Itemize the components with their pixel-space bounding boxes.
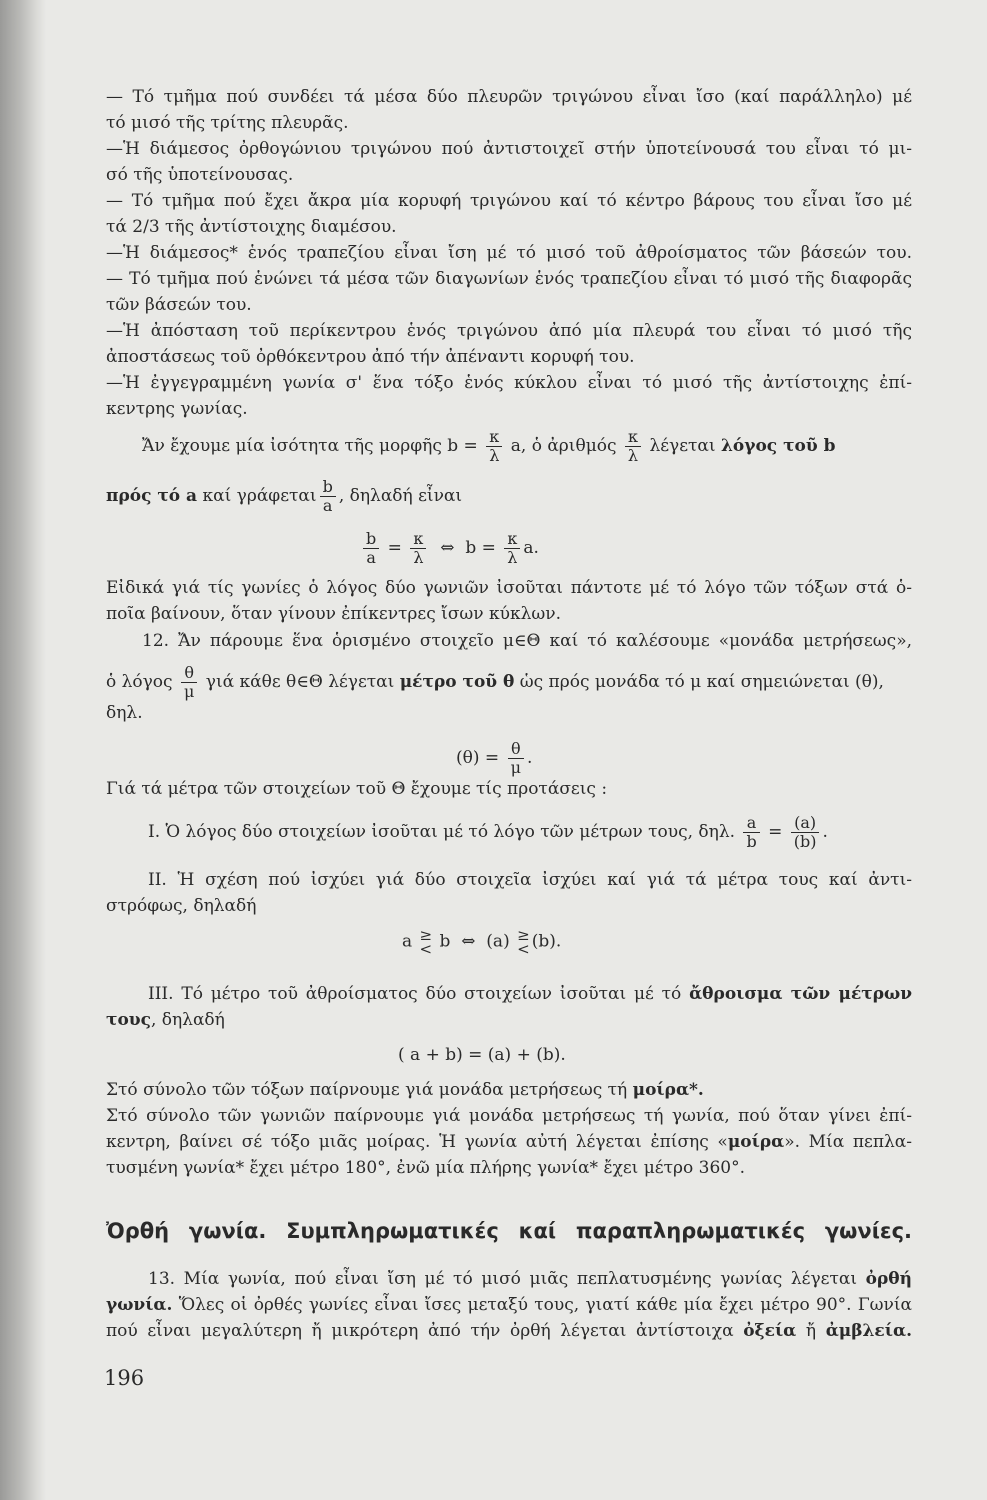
right-angle-term-bold: ὀρθή xyxy=(865,1269,912,1289)
theta-over-mu-fraction xyxy=(181,664,197,701)
paragraph-12-line: 12. Ἄν πάρουμε ἕνα ὁρισμένο στοιχεῖο μ∈Θ καί τό καλέσουμε «μονάδα μετρήσεως», xyxy=(142,631,912,651)
b-over-a-fraction xyxy=(320,478,336,515)
acute-term-bold: ὀξεία xyxy=(743,1321,797,1341)
text-line: II. Ἡ σχέση πού ἰσχύει γιά δύο στοιχεῖα ἰσχύει καί γιά τά μέτρα τους καί ἀντι- xyxy=(148,870,912,890)
kappa-over-lambda-fraction xyxy=(410,530,426,567)
fraction-numerator: (a) xyxy=(791,814,820,833)
ge-lt-stack xyxy=(420,928,433,956)
equals-sign: = xyxy=(768,822,783,842)
fraction-numerator: a xyxy=(743,814,759,833)
fraction-denominator: (b) xyxy=(793,832,817,851)
text-line: — Τό τμῆμα πού συνδέει τά μέσα δύο πλευρῶν τριγώνου εἶναι ἴσο (καί παράλληλο) μέ xyxy=(106,87,912,107)
degree-text: Στό σύνολο τῶν τόξων παίρνουμε γιά μονάδα μετρήσεως τή xyxy=(106,1080,628,1100)
text-line: ποῖα βαίνουν, ὅταν γίνουν ἐπίκεντρες ἴσων κύκλων. xyxy=(106,604,561,624)
ratio-term-bold: πρός τό a xyxy=(106,486,198,506)
fraction-numerator: κ xyxy=(486,428,502,447)
text-line: τυσμένη γωνία* ἔχει μέτρο 180°, ἐνῶ μία πλήρης γωνία* ἔχει μέτρο 360°. xyxy=(106,1158,745,1178)
math-symbol: . xyxy=(822,822,828,842)
lt-sign: < xyxy=(419,940,433,958)
text-line: —Ἡ ἐγγεγραμμένη γωνία σ' ἕνα τόξο ἑνός κύκλου εἶναι τό μισό τῆς ἀντίστοιχης ἐπί- xyxy=(106,373,912,393)
a-over-b-fraction xyxy=(743,814,759,851)
iff-sign: ⇔ xyxy=(440,538,455,558)
text-line: —Ἡ διάμεσος ὀρθογώνιου τριγώνου πού ἀντιστοιχεῖ στήν ὑποτείνουσά του εἶναι τό μι- xyxy=(106,139,912,159)
theta-over-mu-fraction xyxy=(508,740,524,777)
obtuse-term-bold: ἀμβλεία. xyxy=(825,1321,912,1341)
fraction-denominator: λ xyxy=(627,446,639,465)
text-line: — Τό τμῆμα πού ἔχει ἄκρα μία κορυφή τριγώνου καί τό κέντρο βάρους του εἶναι ἴσο μέ xyxy=(106,191,912,211)
book-spine-shadow xyxy=(0,0,36,1500)
right-angle-text: 13. Μία γωνία, πού εἶναι ἴση μέ τό μισό μιᾶς πεπλατυσμένης γωνίας λέγεται xyxy=(148,1269,857,1289)
fraction-denominator: λ xyxy=(413,548,424,567)
degree-term-bold: μοίρα*. xyxy=(632,1080,704,1100)
right-angle-text: Ὅλες οἱ ὀρθές γωνίες εἶναι ἴσες μεταξύ τους, γιατί κάθε μία ἔχει μέτρο 90°. Γωνία xyxy=(172,1295,912,1315)
proposition-text: III. Τό μέτρο τοῦ ἀθροίσματος δύο στοιχείων ἰσοῦται μέ τό xyxy=(148,984,682,1004)
math-symbol: (a) xyxy=(486,931,510,952)
fraction-denominator: λ xyxy=(507,548,518,567)
fraction-numerator: κ xyxy=(625,428,641,447)
ratio-text: a, ὁ ἀριθμός xyxy=(510,436,617,456)
measure-text: γιά κάθε θ∈Θ λέγεται xyxy=(205,672,395,692)
ratio-text: λέγεται xyxy=(649,436,716,456)
measure-formula xyxy=(456,740,532,777)
ratio-equivalence-formula xyxy=(360,530,539,567)
kappa-over-lambda-fraction xyxy=(486,428,502,465)
kappa-over-lambda-fraction xyxy=(504,530,520,567)
math-symbol: (θ) = xyxy=(456,748,500,768)
measure-term-bold: μέτρο τοῦ θ xyxy=(399,672,515,692)
ratio-definition-line xyxy=(142,428,835,465)
ge-lt-stack xyxy=(517,928,530,956)
book-spine-gradient xyxy=(36,0,46,1500)
text-line: τῶν βάσεών του. xyxy=(106,295,252,315)
ratio-text: καί γράφεται xyxy=(202,486,317,506)
measure-text: ὡς πρός μονάδα τό μ καί σημειώνεται (θ), xyxy=(519,672,884,692)
fraction-denominator: λ xyxy=(489,446,500,465)
inequality-formula xyxy=(402,928,561,956)
ratio-intro-text: Ἄν ἔχουμε μία ἰσότητα τῆς μορφῆς b = xyxy=(142,436,478,456)
fraction-numerator: κ xyxy=(504,530,520,549)
text-line: — Τό τμῆμα πού ἑνώνει τά μέσα τῶν διαγωνίων ἑνός τραπεζίου εἶναι τό μισό τῆς διαφορᾶς xyxy=(106,269,912,289)
fraction-numerator: b xyxy=(363,530,379,549)
fraction-numerator: κ xyxy=(410,530,426,549)
fraction-numerator: θ xyxy=(181,664,197,683)
fraction-denominator: a xyxy=(322,496,333,515)
ge-sign: ≥ xyxy=(517,926,530,944)
proposition-iii-line xyxy=(148,981,912,1007)
text-line: κεντρης γωνίας. xyxy=(106,399,248,419)
text-line: τά 2/3 τῆς ἀντίστοιχης διαμέσου. xyxy=(106,217,397,237)
fraction-denominator: μ xyxy=(183,682,195,701)
text-line: Γιά τά μέτρα τῶν στοιχείων τοῦ Θ ἔχουμε τίς προτάσεις : xyxy=(106,779,608,799)
sum-formula: ( a + b) = (a) + (b). xyxy=(398,1045,566,1065)
text-line: τό μισό τῆς τρίτης πλευρᾶς. xyxy=(106,113,349,133)
equals-sign: = xyxy=(481,538,496,558)
proposition-text: I. Ὁ λόγος δύο στοιχείων ἰσοῦται μέ τό λόγο τῶν μέτρων τους, δηλ. xyxy=(148,822,736,842)
text-line: ἀποστάσεως τοῦ ὀρθόκεντρου ἀπό τήν ἀπέναντι κορυφή του. xyxy=(106,347,635,367)
proposition-term-bold: ἄθροισμα τῶν μέτρων xyxy=(689,984,912,1004)
degree-text: κεντρη, βαίνει σέ τόξο μιᾶς μοίρας. Ἡ γωνία αὐτή λέγεται ἐπίσης « xyxy=(106,1132,728,1152)
text-line: Στό σύνολο τῶν γωνιῶν παίρνουμε γιά μονάδα μετρήσεως τή γωνία, πού ὅταν γίνει ἐπί- xyxy=(106,1106,912,1126)
math-symbol: (b). xyxy=(531,931,562,952)
fraction-numerator: θ xyxy=(508,740,524,759)
fraction-denominator: μ xyxy=(510,758,521,777)
text-line: —Ἡ ἀπόσταση τοῦ περίκεντρου ἑνός τριγώνου ἀπό μία πλευρά του εἶναι τό μισό τῆς xyxy=(106,321,912,341)
math-symbol: b xyxy=(439,931,451,952)
iff-sign: ⇔ xyxy=(461,931,476,952)
ratio-notation-line xyxy=(106,478,462,515)
math-symbol: a. xyxy=(523,538,539,558)
b-over-a-fraction xyxy=(363,530,379,567)
ge-sign: ≥ xyxy=(419,926,433,944)
ratio-term-bold: λόγος τοῦ b xyxy=(720,436,836,456)
text-line: Εἰδικά γιά τίς γωνίες ὁ λόγος δύο γωνιῶν ἰσοῦται πάντοτε μέ τό λόγο τῶν τόξων στά ὁ- xyxy=(106,578,912,598)
text-line: —Ἡ διάμεσος* ἑνός τραπεζίου εἶναι ἴση μέ τό μισό τοῦ ἀθροίσματος τῶν βάσεών του. xyxy=(106,243,912,263)
paragraph-13-line xyxy=(148,1266,912,1292)
ratio-text: , δηλαδή εἶναι xyxy=(338,486,463,506)
measure-text: ὁ λόγος xyxy=(106,672,173,692)
degree-text: ». Μία πεπλα- xyxy=(784,1132,913,1152)
lt-sign: < xyxy=(517,940,530,958)
proposition-text: , δηλαδή xyxy=(150,1010,225,1030)
measure-a-over-measure-b-fraction xyxy=(791,814,820,851)
paragraph-13-line xyxy=(106,1318,912,1344)
fraction-numerator: b xyxy=(320,478,336,497)
text-line: στρόφως, δηλαδή xyxy=(106,896,257,916)
degree-definition-line xyxy=(106,1077,704,1103)
math-symbol: . xyxy=(526,748,533,768)
right-angle-term-bold: γωνία. xyxy=(106,1295,173,1315)
fraction-denominator: a xyxy=(366,548,376,567)
right-angle-text: πού εἶναι μεγαλύτερη ἤ μικρότερη ἀπό τήν ὀρθή λέγεται ἀντίστοιχα xyxy=(106,1321,734,1341)
proposition-term-bold: τους xyxy=(106,1010,151,1030)
section-heading: Ὀρθή γωνία. Συμπληρωματικές καί παραπληρωματικές γωνίες. xyxy=(106,1219,912,1243)
page-number: 196 xyxy=(104,1366,145,1390)
degree-term-bold: μοίρα xyxy=(727,1132,785,1152)
right-angle-text: ἤ xyxy=(805,1321,817,1341)
proposition-i-line xyxy=(148,814,828,851)
equals-sign: = xyxy=(387,538,402,558)
text-line: σό τῆς ὑποτείνουσας. xyxy=(106,165,294,185)
kappa-over-lambda-fraction xyxy=(625,428,641,465)
math-symbol: b xyxy=(465,538,477,558)
measure-definition-line xyxy=(106,664,884,701)
degree-angle-line xyxy=(106,1129,912,1155)
fraction-denominator: b xyxy=(746,832,757,851)
proposition-iii-continuation xyxy=(106,1007,225,1033)
text-line: δηλ. xyxy=(106,703,143,723)
paragraph-13-line xyxy=(106,1292,912,1318)
math-symbol: a xyxy=(402,931,413,952)
